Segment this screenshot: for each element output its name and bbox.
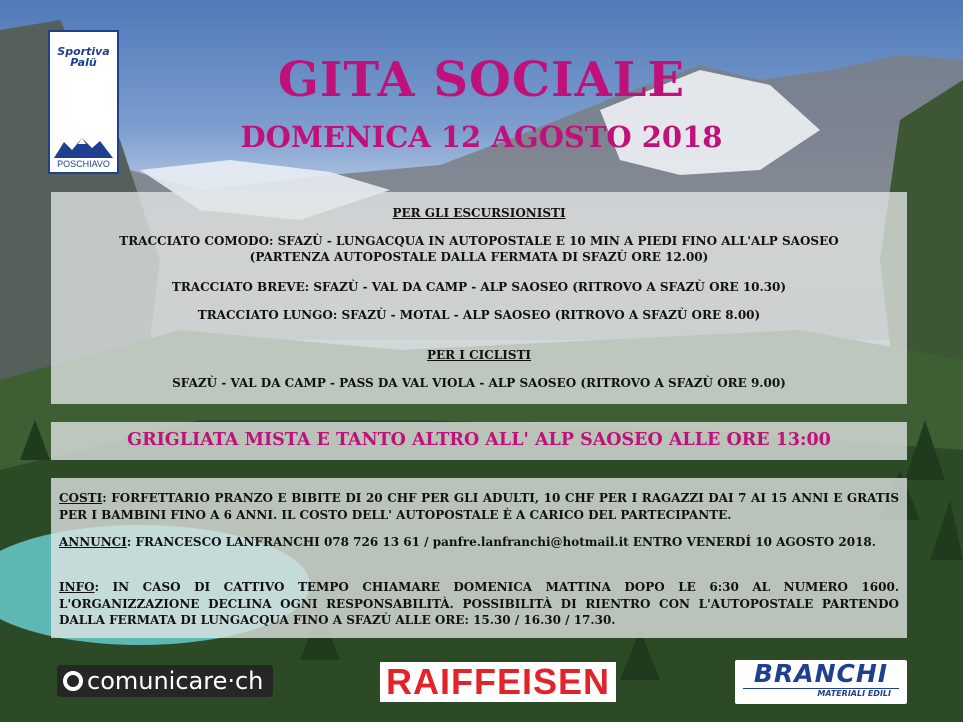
sponsor-raiffeisen-label: RAIFFEISEN [385, 661, 610, 702]
hikers-heading: PER GLI ESCURSIONISTI [392, 206, 566, 220]
announce-text: : FRANCESCO LANFRANCHI 078 726 13 61 / panfre.lanfranchi@hotmail.it ENTRO VENERDÍ 10 AGOSTO 2018. [126, 535, 876, 549]
ring-icon [63, 671, 83, 691]
cyclists-heading: PER I CICLISTI [426, 348, 532, 362]
route-lungo: TRACCIATO LUNGO: SFAZÙ - MOTAL - ALP SAOSEO (RITROVO A SFAZÙ ORE 8.00) [197, 308, 761, 322]
costs-label: COSTI [59, 491, 103, 505]
sponsor-branchi[interactable] [735, 660, 907, 704]
route-cyclists: SFAZÙ - VAL DA CAMP - PASS DA VAL VIOLA - ALP SAOSEO (RITROVO A SFAZÙ ORE 9.00) [172, 376, 786, 390]
sponsor-bar [0, 650, 963, 722]
event-date: DOMENICA 12 AGOSTO 2018 [240, 120, 723, 154]
logo-name: Sportiva Palü [57, 45, 110, 69]
announce-paragraph [59, 534, 899, 551]
routes-panel [51, 192, 907, 404]
page-title: GITA SOCIALE [277, 52, 686, 108]
route-comodo: TRACCIATO COMODO: SFAZÙ - LUNGACQUA IN AUTOPOSTALE E 10 MIN A PIEDI FINO ALL'ALP SAOSEO [119, 234, 839, 248]
info-paragraph [59, 579, 899, 629]
announce-label: ANNUNCI [59, 535, 127, 549]
route-comodo-departure: (PARTENZA AUTOPOSTALE DALLA FERMATA DI SFAZÙ ORE 12.00) [249, 250, 709, 264]
grill-banner: GRIGLIATA MISTA E TANTO ALTRO ALL' ALP SAOSEO ALLE ORE 13:00 [127, 430, 831, 450]
info-text: : IN CASO DI CATTIVO TEMPO CHIAMARE DOMENICA MATTINA DOPO LE 6:30 AL NUMERO 1600. L'ORGANIZZAZIONE DECLINA OGNI RESPONSABILITÀ. POSSIBILITÀ DI RIENTRO CON L'AUTOPOSTALE PARTENDO DALLA FERMATA DI LUNGACQUA FINO A SFAZÙ ALLE ORE: 15.30 / 16.30 / 17.30. [59, 580, 899, 627]
info-panel [51, 478, 907, 638]
sponsor-branchi-label: BRANCHI [753, 659, 889, 688]
logo-place: POSCHIAVO [57, 159, 110, 169]
costs-paragraph [59, 490, 899, 523]
grill-banner-panel [51, 422, 907, 460]
info-label: INFO [59, 580, 95, 594]
costs-text: : FORFETTARIO PRANZO E BIBITE DI 20 CHF PER GLI ADULTI, 10 CHF PER I RAGAZZI DAI 7 AI 15 ANNI E GRATIS PER I BAMBINI FINO A 6 ANNI. IL COSTO DELL' AUTOPOSTALE È A CARICO DEL PARTECIPANTE. [59, 491, 899, 522]
route-breve: TRACCIATO BREVE: SFAZÙ - VAL DA CAMP - ALP SAOSEO (RITROVO A SFAZÙ ORE 10.30) [171, 280, 787, 294]
sponsor-comunicare[interactable] [57, 665, 273, 697]
sponsor-comunicare-label: comunicare·ch [87, 667, 264, 695]
sponsor-branchi-sub: MATERIALI EDILI [743, 688, 899, 699]
sponsor-raiffeisen[interactable] [380, 662, 616, 702]
